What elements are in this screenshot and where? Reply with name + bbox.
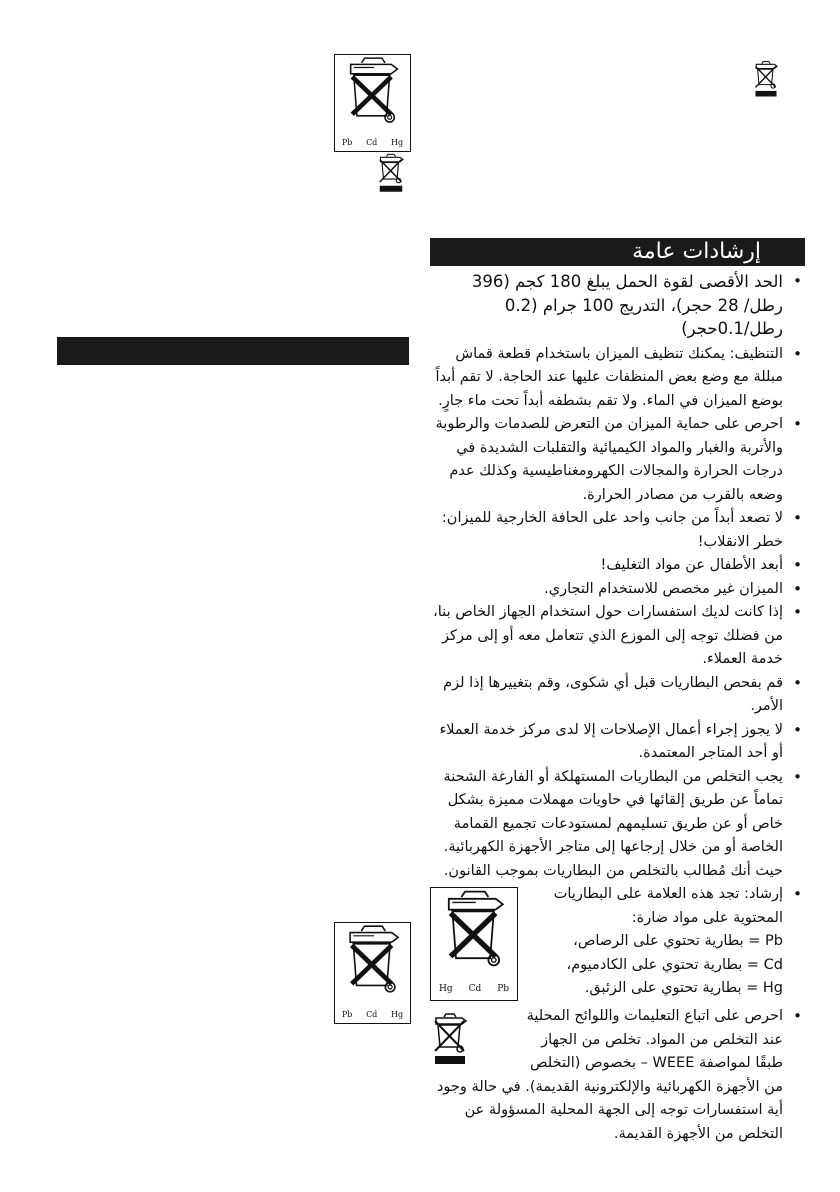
weee-icon-inline: [430, 1011, 520, 1067]
list-item: • الحد الأقصى لقوة الحمل يبلغ 180 كجم (396 رطل/ 28 حجر)، التدريج 100 جرام (0.2 رطل/0.1حجر): [430, 270, 805, 341]
battery-note-list: [430, 883, 805, 1146]
list-item: • لا تصعد أبداً من جانب واحد على الحافة الخارجية للميزان: خطر الانقلاب!: [430, 507, 805, 554]
list-item: • التنظيف: يمكنك تنظيف الميزان باستخدام قطعة قماش مبللة مع وضع بعض المنظفات عليها عند الحاجة. لا تقم أبداً بوضع الميزان في الماء. ولا تقم بشطفه أبداً تحت ماء جارٍ.: [430, 343, 805, 414]
chem-label-hg: Hg: [391, 1010, 404, 1019]
crossed-bin-icon: [335, 55, 410, 133]
chem-labels: [335, 1010, 410, 1019]
chem-label-pb: • Pb: [497, 984, 510, 994]
list-item: • الميزان غير مخصص للاستخدام التجاري.: [430, 578, 805, 602]
section-title-bar: [430, 238, 805, 266]
instructions-list: [430, 270, 805, 860]
battery-note-item: [430, 883, 805, 1001]
crossed-bin-icon: [431, 888, 517, 978]
battery-symbol-box-top: [334, 54, 411, 152]
list-item: • قم بفحص البطاريات قبل أي شكوى، وقم بتغييرها إذا لزم الأمر.: [430, 672, 805, 719]
chem-labels: [335, 138, 410, 147]
battery-note-pb: Pb = بطارية تحتوي على الرصاص،: [573, 933, 783, 949]
list-item: • احرص على حماية الميزان من التعرض للصدمات والرطوبة والأتربة والغبار والمواد الكيميائية والتقلبات الشديدة في درجات الحرارة والمجالات الكهرومغناطيسية وكذلك عدم وضعه بالقرب من مصادر الحرارة.: [430, 413, 805, 507]
chem-label-cd: Cd: [366, 138, 378, 147]
chem-label-hg: Hg: [391, 138, 404, 147]
weee-note-item: [430, 1005, 805, 1146]
left-section-bar: [57, 337, 409, 365]
chem-label-pb: Pb: [341, 1010, 353, 1019]
chem-labels: [431, 984, 517, 994]
list-item: • إذا كانت لديك استفسارات حول استخدام الجهاز الخاص بنا، من فضلك توجه إلى الموزع الذي تتعامل معه أو إلى مركز خدمة العملاء.: [430, 601, 805, 672]
list-item: • لا يجوز إجراء أعمال الإصلاحات إلا لدى مركز خدمة العملاء أو أحد المتاجر المعتمدة.: [430, 719, 805, 766]
battery-note-cd: Cd = بطارية تحتوي على الكادميوم،: [566, 956, 783, 973]
list-item: • يجب التخلص من البطاريات المستهلكة أو الفارغة الشحنة تماماً عن طريق إلقائها في حاويات مهملات مميزة بشكل خاص أو عن طريق تسليمهم لمستودعات تجميع القمامة الخاصة أو من خلال إرجاعها إلى متاجر الأجهزة الكهربائية.: [430, 766, 805, 860]
section-title: إرشادات عامة: [632, 239, 761, 264]
weee-icon-top-right: [752, 58, 780, 100]
battery-note-hg: Hg = بطارية تحتوي على الزئبق.: [584, 980, 783, 996]
list-item: • أبعد الأطفال عن مواد التغليف!: [430, 554, 805, 578]
battery-note-intro: إرشاد: تجد هذه العلامة على البطاريات المحتوية على مواد ضارة:: [553, 886, 783, 926]
weee-icon: [376, 152, 406, 194]
chem-label-pb: Pb: [341, 138, 353, 147]
instructions-content: [430, 270, 805, 1146]
chem-label-cd: Cd: [468, 984, 482, 994]
battery-symbol-box-bottom: [334, 922, 411, 1024]
chem-label-cd: Cd: [366, 1010, 378, 1019]
battery-symbol-box-inline: [430, 887, 518, 1001]
law-note: حيث أنك مُطالب بالتخلص من البطاريات بموجب القانون.: [443, 862, 783, 879]
weee-note: احرص على اتباع التعليمات واللوائح المحلية عند التخلص من المواد. تخلص من الجهاز طبقًا لمواصفة WEEE – بخصوص (التخلص من الأجهزة الكهربائية والإلكترونية القديمة). في حالة وجود أية استفسارات توجه إلى الجهة المحلية المسؤولة عن التخلص من الأجهزة القديمة.: [436, 1008, 783, 1142]
crossed-bin-icon: [335, 923, 410, 1003]
chem-label-hg: Hg: [439, 984, 453, 994]
weee-icon: [430, 1011, 470, 1067]
